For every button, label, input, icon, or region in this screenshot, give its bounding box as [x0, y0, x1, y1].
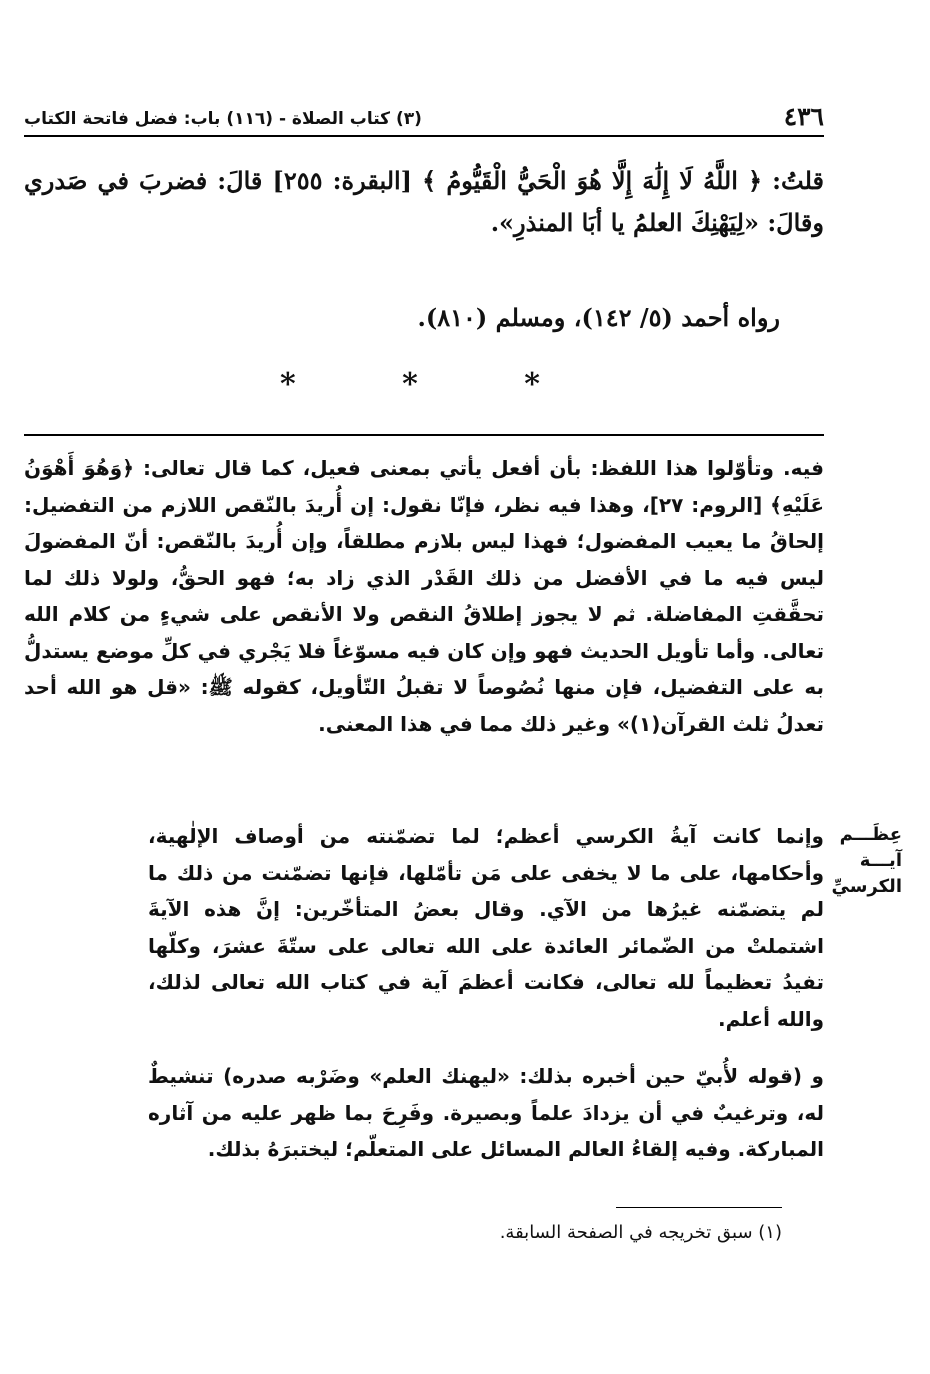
separator-star: *: [402, 367, 418, 402]
commentary-paragraph: وإنما كانت آيةُ الكرسي أعظم؛ لما تضمّنته من أوصاف الإلٰهية، وأحكامها، على ما لا يخفى على مَن تأمّلها، فإنها تضمّنت من ذلك ما لم يتضمّنه غيرُها من الآي. وقال بعضُ المتأخّرين: إنَّ هذه الآيةَ اشتملتْ من الضّمائر العائدة على الله تعالى على ستّةَ عشرَ، وكلّها تفيدُ تعظيماً لله تعالى، فكانت أعظمَ آية في كتاب الله تعالى لذلك، والله أعلم.: [148, 824, 824, 1031]
section-separator: [280, 367, 540, 402]
running-header: [24, 98, 824, 132]
commentary-paragraph: فيه. وتأوّلوا هذا اللفظ: بأن أفعل يأتي بمعنى فعيل، كما قال تعالى: ﴿وَهُوَ أَهْوَنُ عَلَيْهِ﴾ [الروم: ٢٧]، وهذا فيه نظر، فإنّا نقول: إن أُريدَ بالنّقص اللازم من التفضيل: إلحاقُ ما يعيب المفضول؛ فهذا ليس بلازم مطلقاً، وإن أُريدَ بالنّقص: أنّ المفضولَ ليس فيه ما في الأفضل من ذلك القَدْر الذي زاد به؛ فهو الحقُّ، ولولا ذلك لما تحقَّقتِ المفاضلة. ثم لا يجوز إطلاقُ النقص ولا الأنقص على شيءٍ من كلام الله تعالى. وأما تأويل الحديث فهو وإن كان فيه مسوّغاً فلا يَجْري في كلِّ موضع يستدلُّ به على التفضيل، فإن منها نُصُوصاً لا تقبلُ التّأويل، كقوله ﷺ: «قل هو الله أحد تعدلُ ثلث القرآن(١)» وغير ذلك مما في هذا المعنى.: [24, 456, 824, 736]
hadith-text: [24, 160, 824, 244]
commentary-section-3: [148, 1058, 824, 1168]
margin-note: عِظَـــم آيـــة الكرسيِّ: [831, 824, 902, 897]
separator-star: *: [280, 367, 296, 402]
commentary-rule: [24, 434, 824, 436]
commentary-section-2: [148, 818, 824, 1037]
running-header-title: (٣) كتاب الصلاة - (١١٦) باب: فضل فاتحة الكتاب: [24, 109, 422, 129]
header-rule: [24, 135, 824, 137]
footnote: (١) سبق تخريجه في الصفحة السابقة.: [499, 1222, 782, 1243]
hadith-paragraph: قلتُ: ﴿ اللَّهُ لَا إِلَٰهَ إِلَّا هُوَ الْحَيُّ الْقَيُّومُ ﴾ [البقرة: ٢٥٥] قالَ: فضربَ في صَدري وقالَ: «لِيَهْنِكَ العلمُ يا أبَا المنذرِ».: [24, 166, 825, 237]
page-number: ٤٣٦: [783, 102, 824, 131]
hadith-reference: رواه أحمد (٥/ ١٤٢)، ومسلم (٨١٠).: [417, 303, 780, 332]
footnote-rule: [616, 1207, 782, 1208]
commentary-paragraph: و (قوله لأُبيّ حين أخبره بذلك: «ليهنك العلم» وضَرْبه صدره) تنشيطٌ له، وترغيبٌ في أن يزدادَ علماً وبصيرة. وفَرِحَ بما ظهر عليه من آثاره المباركة. وفيه إلقاءُ العالم المسائل على المتعلّم؛ ليختبرَهُ بذلك.: [148, 1064, 824, 1161]
commentary-section-1: [24, 450, 824, 742]
separator-star: *: [524, 367, 540, 402]
